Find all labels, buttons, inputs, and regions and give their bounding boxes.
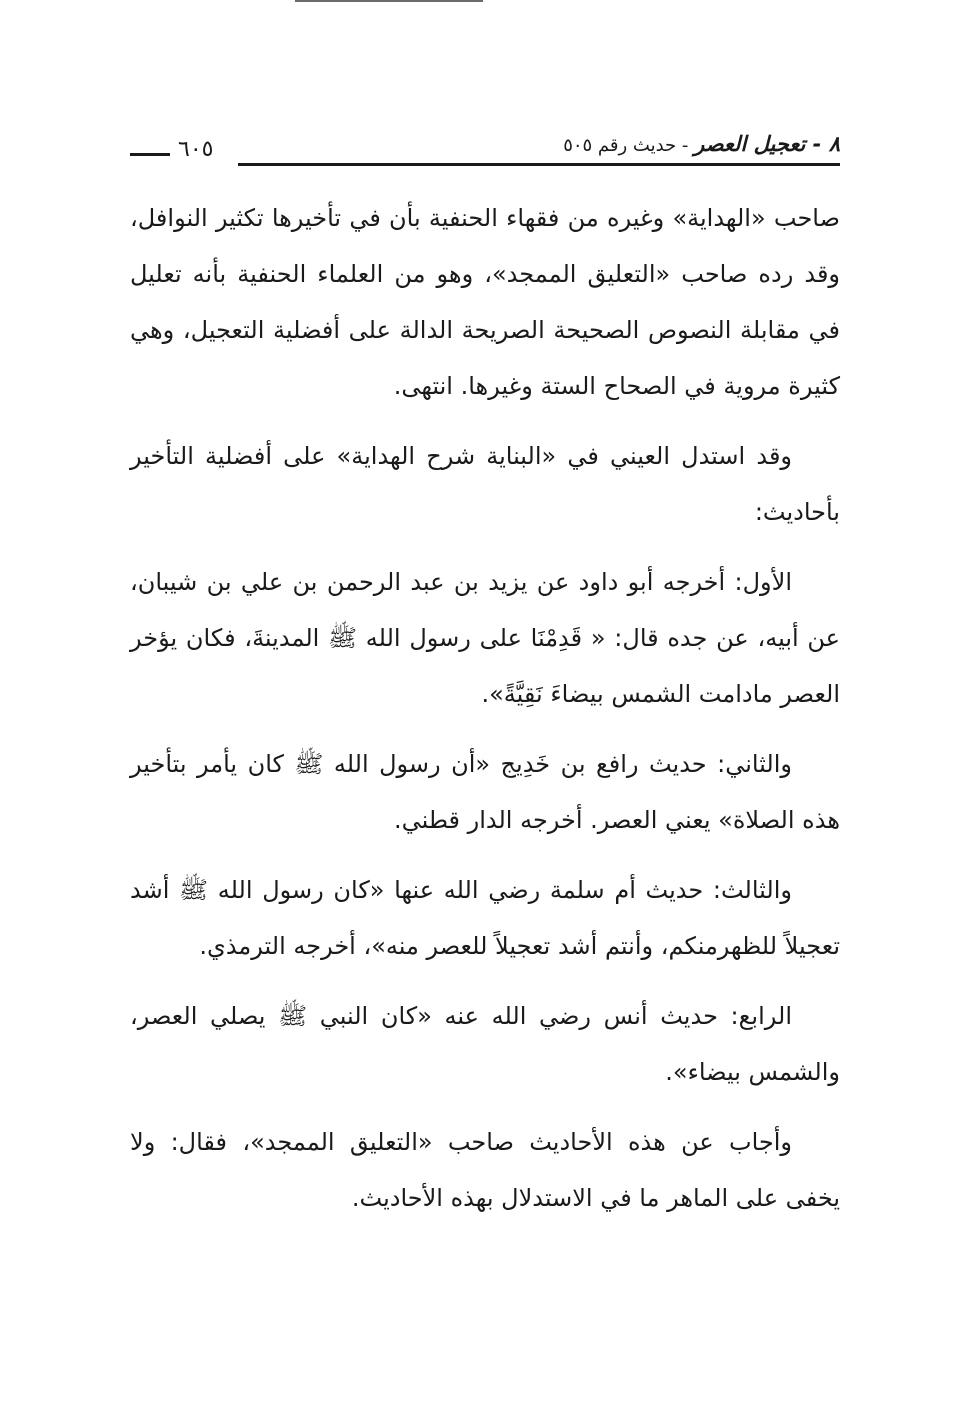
page-number-dash [130, 153, 170, 156]
body-text [130, 190, 840, 1240]
paragraph-response: وأجاب عن هذه الأحاديث صاحب «التعليق الممجد»، فقال: ولا يخفى على الماهر ما في الاستدلال بهذه الأحاديث. [130, 1128, 840, 1212]
paragraph-first-hadith: الأول: أخرجه أبو داود عن يزيد بن عبد الرحمن بن علي بن شيبان، عن أبيه، عن جده قال: « قَدِمْنَا على رسول الله ﷺ المدينةَ، فكان يؤخر العصر مادامت الشمس بيضاءَ نَقِيَّةً». [130, 568, 840, 708]
running-title [563, 128, 840, 162]
paragraph-aini-intro: وقد استدل العيني في «البناية شرح الهداية» على أفضلية التأخير بأحاديث: [130, 442, 840, 526]
paragraph-second-hadith: والثاني: حديث رافع بن خَدِيج «أن رسول الله ﷺ كان يأمر بتأخير هذه الصلاة» يعني العصر. أخرجه الدار قطني. [130, 750, 840, 834]
chapter-label: ٨ - تعجيل العصر [694, 132, 840, 156]
page-header [130, 128, 840, 176]
header-rule [238, 163, 840, 166]
top-edge-rule [295, 0, 483, 2]
page-number: ٦٠٥ [178, 137, 214, 162]
paragraph-fourth-hadith: الرابع: حديث أنس رضي الله عنه «كان النبي ﷺ يصلي العصر، والشمس بيضاء». [130, 1002, 840, 1086]
paragraph-continuation: صاحب «الهداية» وغيره من فقهاء الحنفية بأن في تأخيرها تكثير النوافل، وقد رده صاحب «التعليق الممجد»، وهو من العلماء الحنفية بأنه تعليل في مقابلة النصوص الصحيحة الصريحة الدالة على أفضلية التعجيل، وهي كثيرة مروية في الصحاح الستة وغيرها. انتهى. [130, 204, 840, 400]
hadith-reference: - حديث رقم ٥٠٥ [563, 135, 695, 156]
paragraph-third-hadith: والثالث: حديث أم سلمة رضي الله عنها «كان رسول الله ﷺ أشد تعجيلاً للظهرمنكم، وأنتم أشد تعجيلاً للعصر منه»، أخرجه الترمذي. [130, 876, 840, 960]
